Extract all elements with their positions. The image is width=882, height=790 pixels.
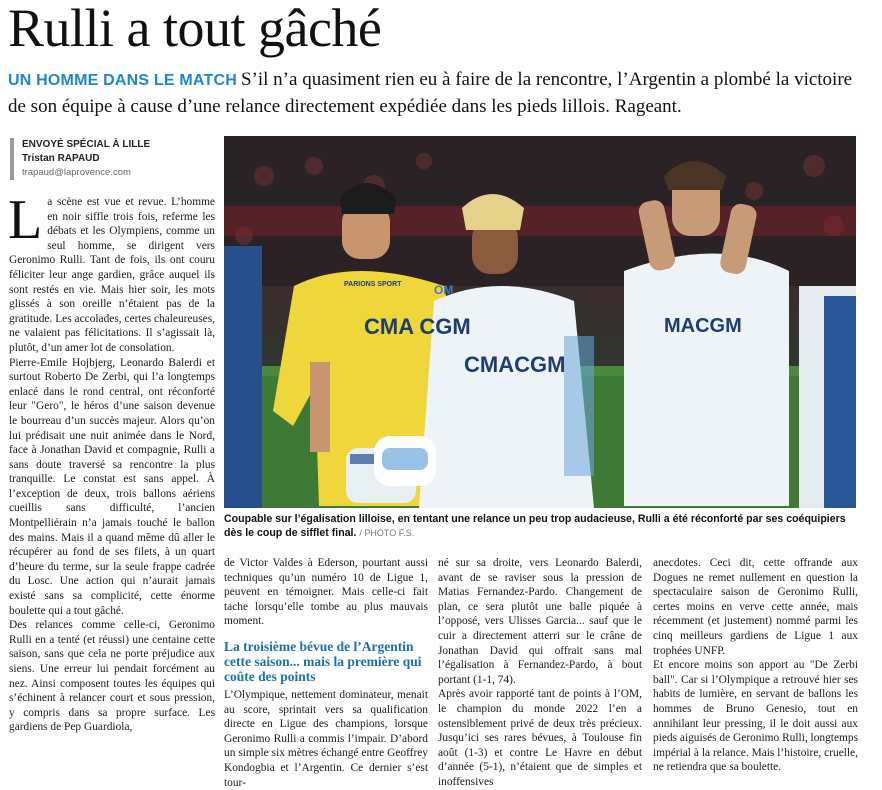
photo-caption — [224, 512, 858, 540]
article-paragraph: Et encore moins son apport au "De Zerbi ball". Car si l’Olympique a retrouvé hier ses habits de lumière, en servant de ballons les hommes de Bruno Genesio, tout en annihilant leur pressing, il le doit aussi aux pieds aiguisés de Geronimo Rulli, longtemps impérial à la relance. Mais l’histoire, cruelle, ne retiendra que sa boulette. — [653, 659, 859, 774]
gk-sponsor-text: CMA CGM — [364, 314, 471, 339]
byline — [10, 138, 227, 180]
goalkeeper-glove-icon — [374, 436, 436, 486]
standfirst — [8, 67, 874, 120]
article-paragraph: Après avoir rapporté tant de points à l’OM, le champion du monde 2022 l’en a ostensiblement privé de deux très précieux. Jusqu’ici ses rares bévues, à Toulouse fin août (1-3) et contre Le Havre en début d’année (5-1), n’étaient que de simples et inoffensives — [438, 688, 642, 788]
article-column-4 — [653, 556, 858, 775]
article-column-3 — [438, 556, 642, 790]
byline-email[interactable]: trapaud@laprovence.com — [22, 167, 131, 178]
article-paragraph: Pierre-Emile Hojbjerg, Leonardo Balerdi et surtout Roberto De Zerbi, qui l’a longtemps enlacé dans le rond central, ont réconforté leur "Gero", le héros d’une saison devenue le bourreau d’un succès majeur. Alors qu’on lui prédisait une nuit animée dans le Nord, face à Jonathan David et compagnie, Rulli a sans doute traversé sa rencontre la plus tranquille. Le constat est sans appel. À l’exception de deux, trois ballons aériens cueillis sans difficulté, l’ancien Montpelliérain n’a jamais touché le ballon des mains. Mais il a quand même dû aller le récupérer au fond de ses filets, à un quart d’heure du terme, sur la seule frappe cadrée du Losc. Une action qui n’aurait jamais existé sans sa complicité, cette énorme boulette qui a tout gâché. — [9, 356, 215, 617]
club-crest-icon: OM — [434, 283, 454, 297]
center-sponsor-text: CMACGM — [464, 352, 566, 377]
article-paragraph: Des relances comme celle-ci, Geronimo Rulli en a tenté (et réussi) une centaine cette saison, sans que cela ne porte préjudice aux siens. Une erreur lui pendait forcément au nez. Ainsi composent toutes les équipes qui s’échinent à relancer court et sous pression, y compris dans sa propre surface. Les gardiens de Pep Guardiola, — [9, 619, 215, 734]
byline-author: Tristan RAPAUD — [22, 153, 100, 164]
kicker-label: UN HOMME DANS LE MATCH — [8, 72, 237, 89]
article-column-2 — [224, 556, 428, 790]
drop-cap: L — [8, 189, 43, 251]
article-paragraph: de Victor Valdes à Ederson, pourtant aussi techniques qu’un numéro 10 de Ligue 1, peuvent en témoigner. Mais celle-ci fait tache lorsqu’elle tombe au plus mauvais moment. — [224, 557, 428, 628]
byline-role: ENVOYÉ SPÉCIAL À LILLE — [22, 139, 151, 150]
right-sponsor-text: MACGM — [664, 315, 742, 337]
kit-brand-text: PARIONS SPORT — [344, 281, 402, 288]
headline: Rulli a tout gâché — [8, 0, 382, 58]
article-column-1 — [8, 189, 215, 735]
article-paragraph: L’Olympique, nettement dominateur, menait au score, sprintait vers sa qualification directe en Ligue des champions, lorsque Geronimo Rulli a commis l’impair. D’abord un simple six mètres échangé entre Geoffrey Kondogbia et l’Argentin. Ce dernier s’est tour- — [224, 688, 428, 789]
photo-illustration — [224, 136, 856, 508]
section-subheading: La troisième bévue de l’Argentin cette saison... mais la première qui coûte des points — [224, 638, 422, 684]
match-photo — [224, 136, 856, 508]
caption-text: Coupable sur l’égalisation lilloise, en tentant une relance un peu trop audacieuse, Rulli a été réconforté par ses coéquipiers dès le coup de sifflet final. — [224, 513, 846, 539]
photo-credit: / PHOTO F.S. — [359, 528, 415, 538]
article-paragraph: né sur sa droite, vers Leonardo Balerdi, avant de se raviser sous la pression de Matias Fernandez-Pardo. Changement de plan, ce sera plutôt une balle piquée à l’opposé, vers Ulisses Garcia... sauf que le cuir a directement atterri sur le crâne de Jonathan David qui offrait sans mal l’égalisation à Fernandez-Pardo, à bout portant (1-1, 74). — [438, 557, 642, 686]
standfirst-text: S’il n’a quasiment rien eu à faire de la rencontre, l’Argentin a plombé la victoire de son équipe à cause d’une relance directement expédiée dans les pieds lillois. Rageant. — [8, 69, 853, 117]
article-paragraph: anecdotes. Ceci dit, cette offrande aux Dogues ne remet nullement en question la spectaculaire saison de Geronimo Rulli, certes moins en verve cette année, mais récemment (et justement) nommé parmi les cinq meilleurs gardiens de Ligue 1 aux trophées UNFP. — [653, 557, 858, 657]
article-paragraph: a scène est vue et revue. L’homme en noir siffle trois fois, referme les débats et les Olympiens, comme un seul homme, se dirigent vers Geronimo Rulli. Tant de fois, ils ont couru féliciter leur ange gardien, grâce auquel ils sont restés en vie. Mais hier soir, les mots glissés à son oreille n’étaient pas de la gratitude. Les accolades, certes chaleureuses, ne valaient pas félicitations. Il s’agissait là, plutôt, d’un amer lot de consolation. — [9, 196, 215, 354]
